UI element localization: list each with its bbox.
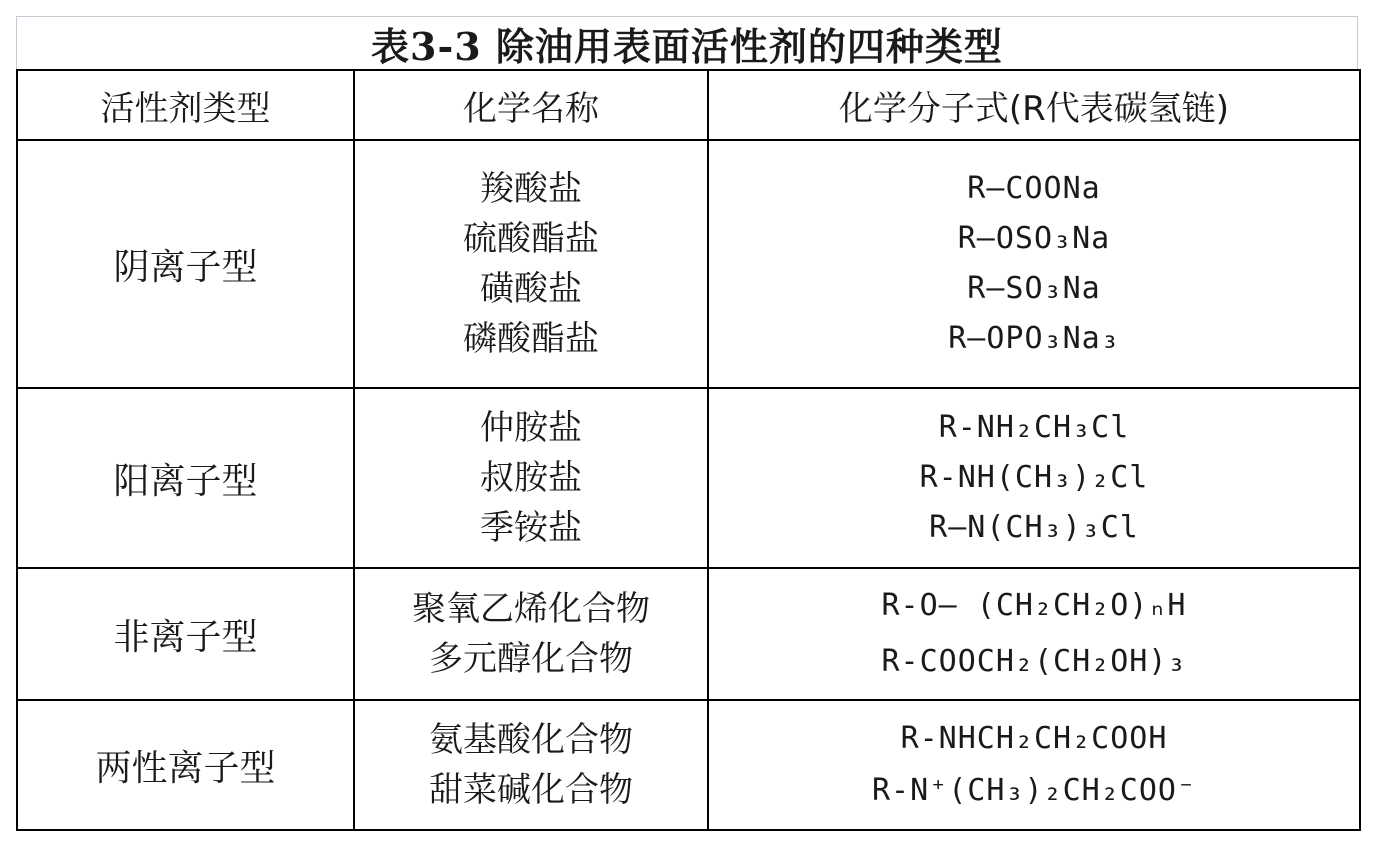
names-cell: [354, 388, 708, 568]
table-row: [17, 388, 1360, 568]
chemical-formula: R—COONa: [967, 171, 1101, 206]
formula-cell: [708, 700, 1360, 830]
chemical-formula: R-NH₂CH₃Cl: [938, 410, 1130, 445]
surfactant-table: [16, 69, 1361, 831]
chemical-formula: R-COOCH₂(CH₂OH)₃: [881, 644, 1187, 679]
header-name: 化学名称: [354, 70, 708, 140]
chemical-formula: R—N(CH₃)₃Cl: [929, 510, 1139, 545]
table-row: [17, 140, 1360, 388]
formula-cell: [708, 568, 1360, 700]
chemical-formula: R-NHCH₂CH₂COOH: [900, 721, 1168, 756]
chemical-name: 甜菜碱化合物: [429, 770, 633, 810]
chemical-formula: R—OPO₃Na₃: [948, 321, 1120, 356]
type-cell: 阳离子型: [17, 388, 354, 568]
type-cell: 两性离子型: [17, 700, 354, 830]
chemical-name: 聚氧乙烯化合物: [412, 589, 650, 629]
chemical-name: 多元醇化合物: [429, 639, 633, 679]
type-cell: 非离子型: [17, 568, 354, 700]
header-type: 活性剂类型: [17, 70, 354, 140]
chemical-name: 磷酸酯盐: [463, 319, 599, 359]
formula-cell: [708, 140, 1360, 388]
header-formula: 化学分子式(R代表碳氢链): [708, 70, 1360, 140]
chemical-formula: R-O— (CH₂CH₂O)ₙH: [881, 588, 1187, 623]
chemical-name: 氨基酸化合物: [429, 720, 633, 760]
chemical-name: 硫酸酯盐: [463, 219, 599, 259]
chemical-name: 季铵盐: [480, 508, 582, 548]
table-row: [17, 568, 1360, 700]
table-title: 表3-3 除油用表面活性剂的四种类型: [371, 24, 1003, 69]
chemical-formula: R-N⁺(CH₃)₂CH₂COO⁻: [871, 773, 1197, 808]
names-cell: [354, 700, 708, 830]
chemical-name: 叔胺盐: [480, 458, 582, 498]
chemical-name: 磺酸盐: [480, 269, 582, 309]
names-cell: [354, 568, 708, 700]
names-cell: [354, 140, 708, 388]
chemical-formula: R—SO₃Na: [967, 271, 1101, 306]
chemical-formula: R—OSO₃Na: [957, 221, 1111, 256]
chemical-name: 羧酸盐: [480, 169, 582, 209]
chemical-name: 仲胺盐: [480, 408, 582, 448]
table-row: [17, 700, 1360, 830]
formula-cell: [708, 388, 1360, 568]
table-caption: [16, 16, 1358, 70]
header-row: [17, 70, 1360, 140]
type-cell: 阴离子型: [17, 140, 354, 388]
chemical-formula: R-NH(CH₃)₂Cl: [919, 460, 1149, 495]
